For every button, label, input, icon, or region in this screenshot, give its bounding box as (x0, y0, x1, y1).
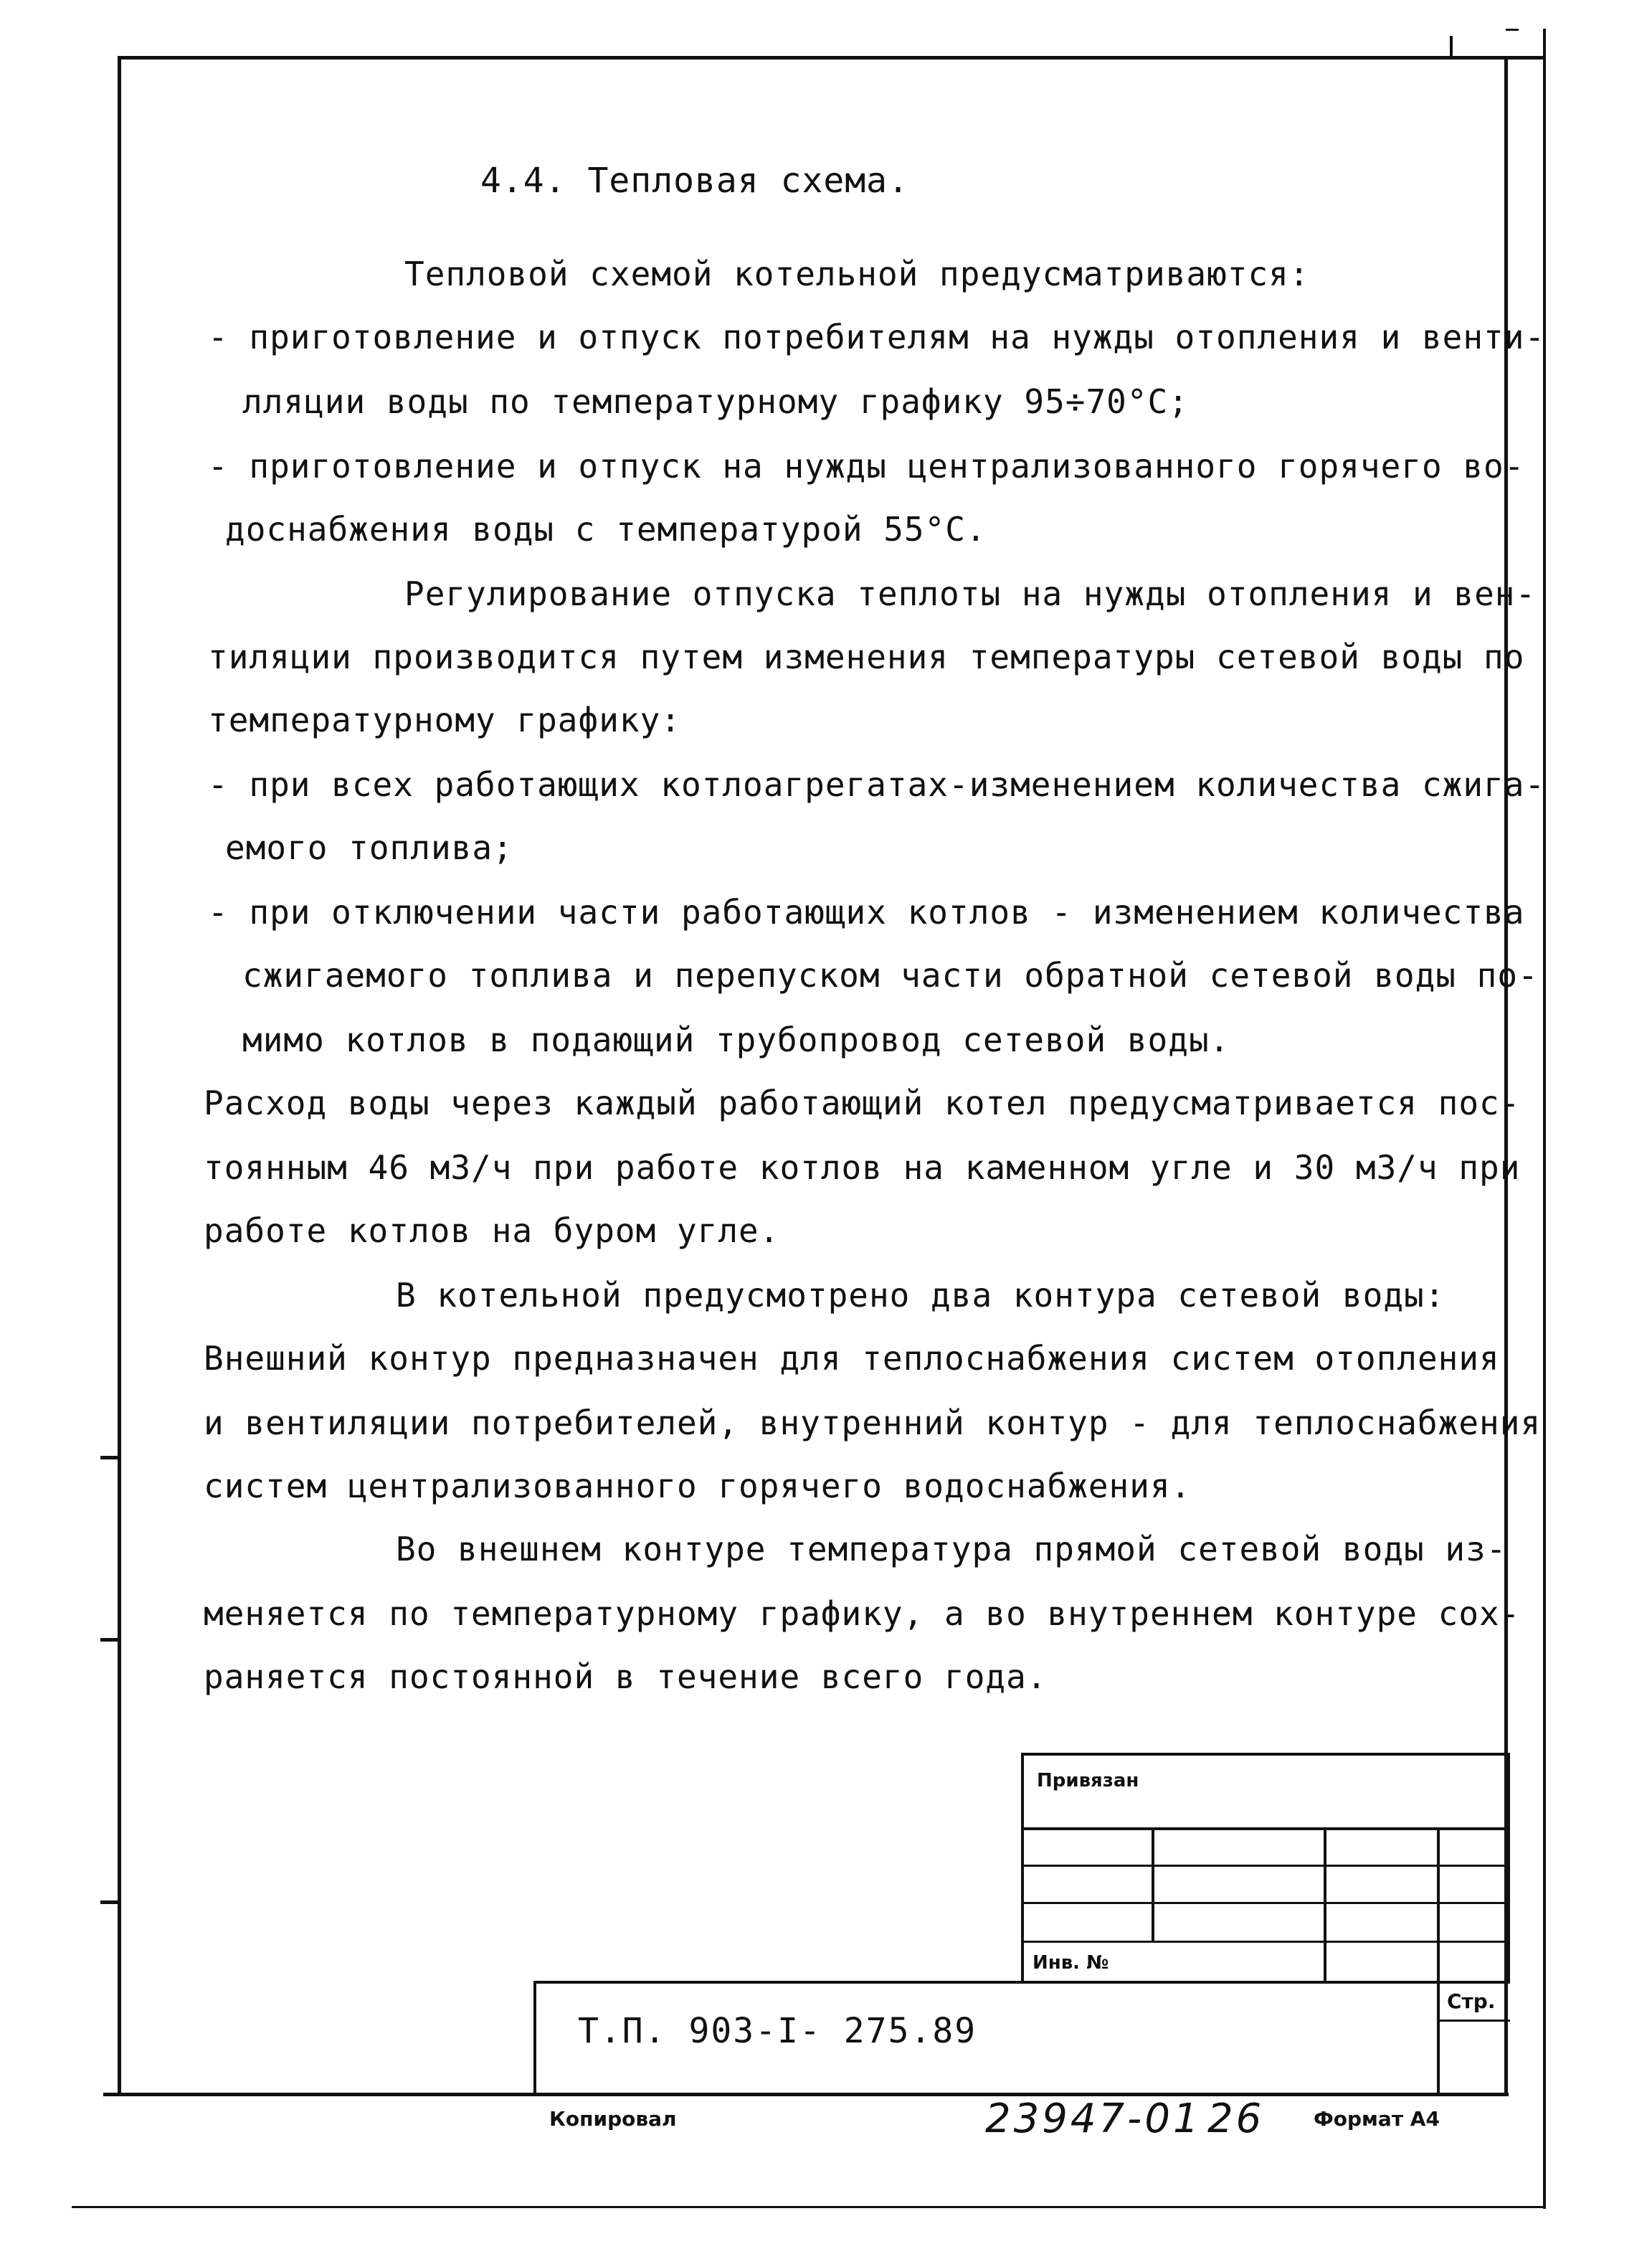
text-line: - приготовление и отпуск на нужды централизованного горячего во- (208, 447, 1525, 486)
text-line: - при отключении части работающих котлов - изменением количества (208, 893, 1525, 932)
tb-line (1324, 1827, 1326, 1981)
tb-line (1507, 1753, 1510, 1982)
left-binding-tick-3 (100, 1900, 120, 1904)
tb-line (1021, 1753, 1509, 1756)
tb-line (1437, 2020, 1510, 2022)
tb-line (1152, 1827, 1154, 1942)
text-line: Во внешнем контуре температура прямой сетевой воды из- (396, 1530, 1507, 1568)
page-trim-line (72, 2206, 1546, 2208)
text-line: Расход воды через каждый работающий котел предусматривается пос- (204, 1084, 1521, 1122)
text-line: тоянным 46 м3/ч при работе котлов на каменном угле и 30 м3/ч при (204, 1148, 1521, 1187)
text-line: - приготовление и отпуск потребителям на нужды отопления и венти- (208, 318, 1546, 356)
text-line: мимо котлов в подающий трубопровод сетевой воды. (242, 1021, 1230, 1059)
section-heading: 4.4. Тепловая схема. (480, 161, 909, 201)
inv-number-label: Инв. № (1032, 1952, 1109, 1974)
text-line: систем централизованного горячего водоснабжения. (204, 1467, 1192, 1505)
privyazan-label: Привязан (1037, 1770, 1139, 1791)
text-line: емого топлива; (225, 828, 513, 867)
top-tick-2 (1506, 29, 1519, 31)
text-line: В котельной предусмотрено два контура сетевой воды: (396, 1276, 1446, 1315)
handwritten-page-number: 26 (1207, 2096, 1265, 2142)
text-line: Внешний контур предназначен для теплоснабжения систем отопления (204, 1339, 1500, 1378)
top-tick-1 (1450, 36, 1453, 57)
frame-left-border (118, 56, 121, 2096)
text-line: меняется по температурному графику, а во внутреннем контуре сох- (204, 1594, 1521, 1633)
text-line: и вентиляции потребителей, внутренний контур - для теплоснабжения (204, 1403, 1542, 1442)
text-line: Регулирование отпуска теплоты на нужды отопления и вен- (404, 574, 1537, 613)
frame-top-border (118, 56, 1546, 60)
tb-line (533, 1981, 1510, 1984)
document-code: Т.П. 903-I- 275.89 (578, 2011, 977, 2051)
text-line: температурному графику: (208, 701, 681, 739)
text-line: лляции воды по температурному графику 95÷70°С; (242, 382, 1189, 421)
left-binding-tick-1 (100, 1456, 120, 1459)
text-line: тиляции производится путем изменения температуры сетевой воды по (208, 638, 1525, 676)
frame-bottom-border (103, 2093, 1509, 2096)
handwritten-archive-number: 23947-01 (985, 2096, 1202, 2142)
tb-line (1021, 1753, 1024, 1982)
format-label: Формат А4 (1314, 2107, 1440, 2131)
tb-line (1437, 1981, 1440, 2096)
text-line: работе котлов на буром угле. (204, 1211, 780, 1250)
tb-line (533, 1981, 536, 2096)
text-line: - при всех работающих котлоагрегатах-изменением количества сжига- (208, 765, 1546, 804)
text-line: раняется постоянной в течение всего года. (204, 1657, 1048, 1696)
text-line: доснабжения воды с температурой 55°С. (225, 510, 987, 549)
left-binding-tick-2 (100, 1638, 120, 1642)
copied-by-label: Копировал (549, 2107, 677, 2131)
text-line: Тепловой схемой котельной предусматриваются: (404, 255, 1310, 293)
page-label: Стр. (1447, 1989, 1496, 2013)
text-line: сжигаемого топлива и перепуском части обратной сетевой воды по- (242, 956, 1539, 995)
tb-line (1437, 1827, 1440, 1981)
